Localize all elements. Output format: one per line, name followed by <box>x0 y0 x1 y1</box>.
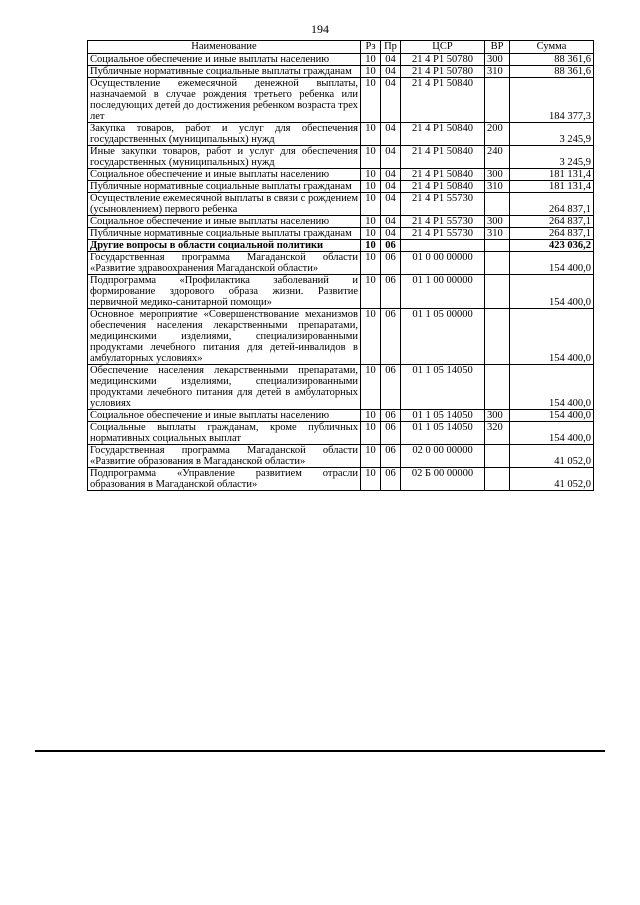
cell-csr: 02 0 00 00000 <box>401 445 485 468</box>
table-row <box>88 181 594 193</box>
cell-name: Осуществление ежемесячной выплаты в связи с рождением (усыновлением) первого ребенка <box>88 193 361 216</box>
cell-name: Публичные нормативные социальные выплаты гражданам <box>88 228 361 240</box>
cell-rz: 10 <box>361 66 381 78</box>
cell-vr: 310 <box>485 228 510 240</box>
cell-csr: 02 Б 00 00000 <box>401 468 485 491</box>
cell-csr: 01 1 00 00000 <box>401 275 485 309</box>
table-row <box>88 193 594 216</box>
cell-sum: 181 131,4 <box>510 169 594 181</box>
cell-name: Подпрограмма «Управление развитием отрасли образования в Магаданской области» <box>88 468 361 491</box>
cell-sum: 181 131,4 <box>510 181 594 193</box>
cell-rz: 10 <box>361 422 381 445</box>
cell-sum: 154 400,0 <box>510 422 594 445</box>
table-header-row <box>88 41 594 54</box>
cell-rz: 10 <box>361 228 381 240</box>
cell-pr: 04 <box>381 216 401 228</box>
cell-name: Иные закупки товаров, работ и услуг для обеспечения государственных (муниципальных) нужд <box>88 146 361 169</box>
table-body <box>88 54 594 491</box>
cell-vr: 320 <box>485 422 510 445</box>
cell-rz: 10 <box>361 309 381 365</box>
cell-sum: 154 400,0 <box>510 275 594 309</box>
table-row <box>88 78 594 123</box>
cell-pr: 04 <box>381 169 401 181</box>
header-vr: ВР <box>485 41 510 54</box>
cell-sum: 154 400,0 <box>510 365 594 410</box>
header-name: Наименование <box>88 41 361 54</box>
table-row <box>88 252 594 275</box>
page-number: 194 <box>311 22 329 36</box>
table-row <box>88 275 594 309</box>
cell-name: Публичные нормативные социальные выплаты гражданам <box>88 181 361 193</box>
cell-vr <box>485 252 510 275</box>
cell-pr: 06 <box>381 365 401 410</box>
cell-csr: 21 4 P1 50780 <box>401 54 485 66</box>
cell-rz: 10 <box>361 169 381 181</box>
cell-rz: 10 <box>361 410 381 422</box>
cell-name: Социальное обеспечение и иные выплаты населению <box>88 169 361 181</box>
cell-csr: 21 4 P1 55730 <box>401 193 485 216</box>
cell-sum: 423 036,2 <box>510 240 594 252</box>
cell-vr <box>485 193 510 216</box>
cell-csr: 01 1 05 00000 <box>401 309 485 365</box>
table-row <box>88 216 594 228</box>
cell-pr: 04 <box>381 78 401 123</box>
cell-name: Социальное обеспечение и иные выплаты населению <box>88 54 361 66</box>
cell-pr: 04 <box>381 228 401 240</box>
cell-pr: 06 <box>381 445 401 468</box>
cell-sum: 88 361,6 <box>510 54 594 66</box>
cell-name: Закупка товаров, работ и услуг для обеспечения государственных (муниципальных) нужд <box>88 123 361 146</box>
cell-csr: 21 4 P1 55730 <box>401 216 485 228</box>
cell-pr: 06 <box>381 410 401 422</box>
cell-csr: 21 4 P1 50840 <box>401 146 485 169</box>
cell-rz: 10 <box>361 193 381 216</box>
cell-csr: 01 1 05 14050 <box>401 410 485 422</box>
cell-pr: 06 <box>381 240 401 252</box>
cell-name: Осуществление ежемесячной денежной выплаты, назначаемой в случае рождения третьего ребенка или последующих детей до достижения ребенком возраста трех лет <box>88 78 361 123</box>
cell-sum: 3 245,9 <box>510 123 594 146</box>
cell-name: Социальные выплаты гражданам, кроме публичных нормативных социальных выплат <box>88 422 361 445</box>
cell-csr <box>401 240 485 252</box>
cell-rz: 10 <box>361 54 381 66</box>
cell-pr: 06 <box>381 252 401 275</box>
cell-csr: 21 4 P1 55730 <box>401 228 485 240</box>
cell-vr: 300 <box>485 54 510 66</box>
cell-rz: 10 <box>361 181 381 193</box>
cell-name: Подпрограмма «Профилактика заболеваний и формирование здорового образа жизни. Развитие первичной медико-санитарной помощи» <box>88 275 361 309</box>
cell-rz: 10 <box>361 365 381 410</box>
cell-pr: 04 <box>381 181 401 193</box>
cell-name: Другие вопросы в области социальной политики <box>88 240 361 252</box>
cell-pr: 04 <box>381 66 401 78</box>
table-row <box>88 309 594 365</box>
cell-sum: 88 361,6 <box>510 66 594 78</box>
cell-name: Обеспечение населения лекарственными препаратами, медицинскими изделиями, специализированными продуктами лечебного питания для детей в амбулаторных условиях <box>88 365 361 410</box>
cell-csr: 21 4 P1 50780 <box>401 66 485 78</box>
cell-vr <box>485 240 510 252</box>
cell-rz: 10 <box>361 252 381 275</box>
cell-rz: 10 <box>361 445 381 468</box>
cell-vr <box>485 78 510 123</box>
cell-rz: 10 <box>361 78 381 123</box>
table-row <box>88 54 594 66</box>
header-csr: ЦСР <box>401 41 485 54</box>
cell-sum: 264 837,1 <box>510 216 594 228</box>
cell-vr <box>485 445 510 468</box>
cell-csr: 01 1 05 14050 <box>401 365 485 410</box>
cell-vr <box>485 365 510 410</box>
cell-rz: 10 <box>361 275 381 309</box>
cell-vr <box>485 309 510 365</box>
table-row <box>88 365 594 410</box>
header-pr: Пр <box>381 41 401 54</box>
cell-vr: 300 <box>485 216 510 228</box>
cell-pr: 04 <box>381 123 401 146</box>
cell-name: Основное мероприятие «Совершенствование механизмов обеспечения населения лекарственными препаратами, медицинскими изделиями, специализированными продуктами лечебного питания для детей-инвалидов в амбулаторных условиях» <box>88 309 361 365</box>
cell-vr: 240 <box>485 146 510 169</box>
cell-pr: 04 <box>381 193 401 216</box>
cell-sum: 154 400,0 <box>510 410 594 422</box>
cell-sum: 264 837,1 <box>510 228 594 240</box>
cell-sum: 41 052,0 <box>510 445 594 468</box>
cell-rz: 10 <box>361 468 381 491</box>
cell-pr: 04 <box>381 54 401 66</box>
cell-vr: 310 <box>485 66 510 78</box>
cell-name: Социальное обеспечение и иные выплаты населению <box>88 410 361 422</box>
cell-sum: 184 377,3 <box>510 78 594 123</box>
cell-sum: 41 052,0 <box>510 468 594 491</box>
cell-sum: 154 400,0 <box>510 252 594 275</box>
cell-csr: 21 4 P1 50840 <box>401 169 485 181</box>
cell-sum: 3 245,9 <box>510 146 594 169</box>
table-row <box>88 468 594 491</box>
cell-csr: 21 4 P1 50840 <box>401 123 485 146</box>
cell-vr <box>485 468 510 491</box>
table-row <box>88 422 594 445</box>
header-rz: Рз <box>361 41 381 54</box>
cell-csr: 01 0 00 00000 <box>401 252 485 275</box>
cell-pr: 06 <box>381 275 401 309</box>
cell-rz: 10 <box>361 123 381 146</box>
table-row <box>88 66 594 78</box>
table-row <box>88 445 594 468</box>
bottom-divider <box>35 750 605 752</box>
cell-rz: 10 <box>361 240 381 252</box>
cell-sum: 154 400,0 <box>510 309 594 365</box>
cell-rz: 10 <box>361 146 381 169</box>
cell-pr: 06 <box>381 468 401 491</box>
cell-pr: 06 <box>381 422 401 445</box>
table-row <box>88 146 594 169</box>
budget-table <box>87 40 594 491</box>
cell-vr: 300 <box>485 410 510 422</box>
table-row <box>88 228 594 240</box>
table-row <box>88 240 594 252</box>
cell-csr: 21 4 P1 50840 <box>401 78 485 123</box>
table-row <box>88 169 594 181</box>
cell-name: Социальное обеспечение и иные выплаты населению <box>88 216 361 228</box>
cell-csr: 21 4 P1 50840 <box>401 181 485 193</box>
cell-csr: 01 1 05 14050 <box>401 422 485 445</box>
cell-vr: 310 <box>485 181 510 193</box>
table-row <box>88 123 594 146</box>
cell-name: Публичные нормативные социальные выплаты гражданам <box>88 66 361 78</box>
cell-pr: 04 <box>381 146 401 169</box>
cell-vr: 200 <box>485 123 510 146</box>
header-sum: Сумма <box>510 41 594 54</box>
cell-vr <box>485 275 510 309</box>
cell-vr: 300 <box>485 169 510 181</box>
cell-name: Государственная программа Магаданской области «Развитие здравоохранения Магаданской области» <box>88 252 361 275</box>
cell-sum: 264 837,1 <box>510 193 594 216</box>
table-row <box>88 410 594 422</box>
cell-rz: 10 <box>361 216 381 228</box>
cell-pr: 06 <box>381 309 401 365</box>
cell-name: Государственная программа Магаданской области «Развитие образования в Магаданской области» <box>88 445 361 468</box>
